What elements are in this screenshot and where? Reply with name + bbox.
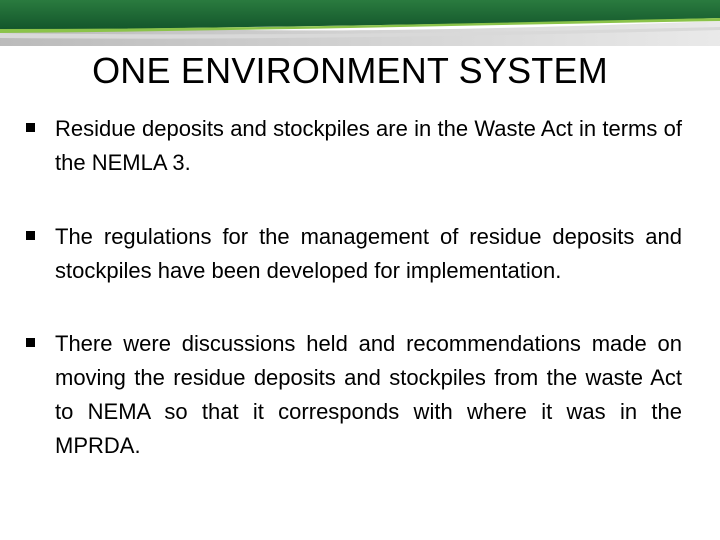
bullet-item [26, 327, 682, 463]
slide-title: ONE ENVIRONMENT SYSTEM [92, 50, 608, 91]
square-bullet-icon [26, 123, 35, 132]
bullet-text: There were discussions held and recommendations made on moving the residue deposits and stockpiles from the waste Act to NEMA so that it corresponds with where it was in the MPRDA. [55, 331, 682, 458]
bullet-text: Residue deposits and stockpiles are in the Waste Act in terms of the NEMLA 3. [55, 116, 682, 175]
bullet-item [26, 220, 682, 288]
bullet-item [26, 112, 682, 180]
bullet-text: The regulations for the management of residue deposits and stockpiles have been developed for implementation. [55, 224, 682, 283]
bullet-list [26, 112, 682, 463]
header-swoosh-graphic [0, 0, 720, 46]
decorative-header-band [0, 0, 720, 46]
square-bullet-icon [26, 338, 35, 347]
square-bullet-icon [26, 231, 35, 240]
